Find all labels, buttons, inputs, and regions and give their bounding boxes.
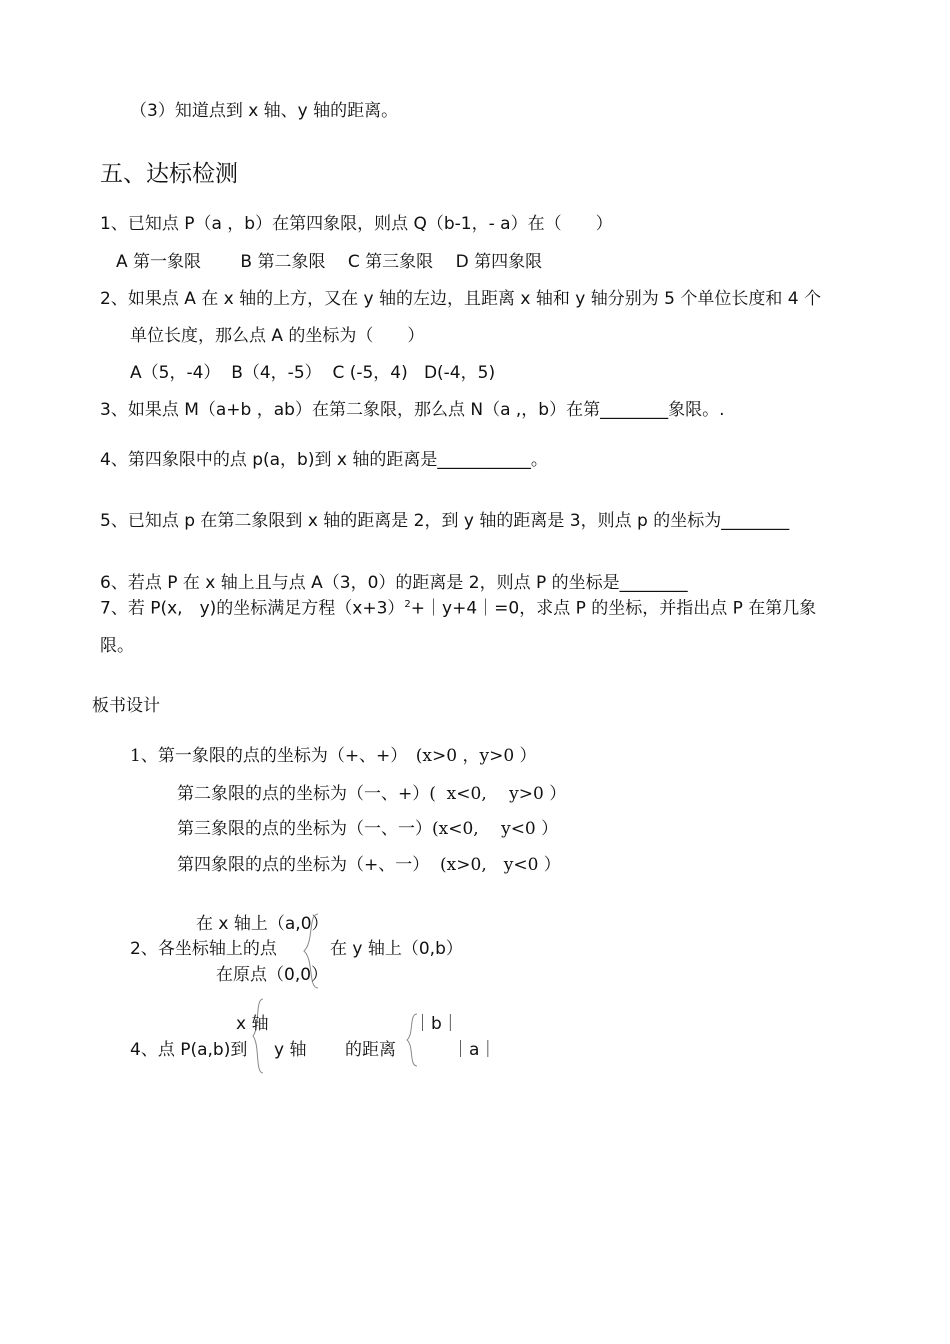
- board-row-4: 第四象限的点的坐标为（+、一） (x>0, y<0 ）: [177, 855, 561, 875]
- board-row-1: 1、第一象限的点的坐标为（+、+） (x>0 ，y>0 ）: [130, 746, 537, 766]
- section-heading: 五、达标检测: [100, 161, 238, 187]
- question-7-line-2: 限。: [100, 636, 134, 656]
- question-5: 5、已知点 p 在第二象限到 x 轴的距离是 2，到 y 轴的距离是 3，则点 p 的坐标为________: [100, 511, 790, 531]
- question-2-line-1: 2、如果点 A 在 x 轴的上方，又在 y 轴的左边，且距离 x 轴和 y 轴分别为 5 个单位长度和 4 个: [100, 289, 821, 309]
- distance-x-axis: x 轴: [236, 1014, 269, 1034]
- question-7-text-rest: +｜y+4｜=0，求点 P 的坐标，并指出点 P 在第几象: [410, 598, 817, 619]
- board-row-3: 第三象限的点的坐标为（一、一）(x<0, y<0 ）: [177, 819, 559, 839]
- board-title: 板书设计: [92, 696, 160, 716]
- question-7-text: 7、若 P(x, y)的坐标满足方程（x+3）: [100, 598, 405, 619]
- question-2-line-2: 单位长度，那么点 A 的坐标为（ ）: [130, 326, 425, 346]
- question-2-options: A（5，-4） B（4，-5） C (-5，4) D(-4，5): [130, 363, 496, 383]
- board-row-2: 第二象限的点的坐标为（一、+）( x<0, y>0 ）: [177, 784, 567, 804]
- origin-point: 在原点（0,0）: [216, 965, 329, 985]
- question-4: 4、第四象限中的点 p(a，b)到 x 轴的距离是___________。: [100, 450, 548, 470]
- left-brace: [250, 997, 266, 1075]
- distance-value-a: ｜a｜: [452, 1040, 497, 1060]
- distance-value-b: ｜b｜: [414, 1014, 459, 1034]
- distance-label: 4、点 P(a,b)到: [130, 1040, 248, 1060]
- axis-y-point: 在 y 轴上（0,b）: [330, 939, 463, 959]
- question-1: 1、已知点 P（a ，b）在第四象限，则点 Q（b-1，- a）在（ ）: [100, 214, 613, 234]
- question-6: 6、若点 P 在 x 轴上且与点 A（3，0）的距离是 2，则点 P 的坐标是________: [100, 573, 688, 593]
- axis-x-point: 在 x 轴上（a,0）: [196, 914, 329, 934]
- question-7-exponent: 2: [404, 599, 411, 610]
- question-1-options: A 第一象限 B 第二象限 C 第三象限 D 第四象限: [116, 252, 543, 272]
- axis-points-label: 2、各坐标轴上的点: [130, 939, 277, 959]
- question-7-line-1: [100, 600, 816, 618]
- objective-item-3: （3）知道点到 x 轴、y 轴的距离。: [130, 101, 399, 121]
- distance-word: 的距离: [345, 1040, 396, 1060]
- distance-y-axis: y 轴: [274, 1040, 307, 1060]
- question-3: 3、如果点 M（a+b ，ab）在第二象限，那么点 N（a ,，b）在第________象限。.: [100, 400, 725, 420]
